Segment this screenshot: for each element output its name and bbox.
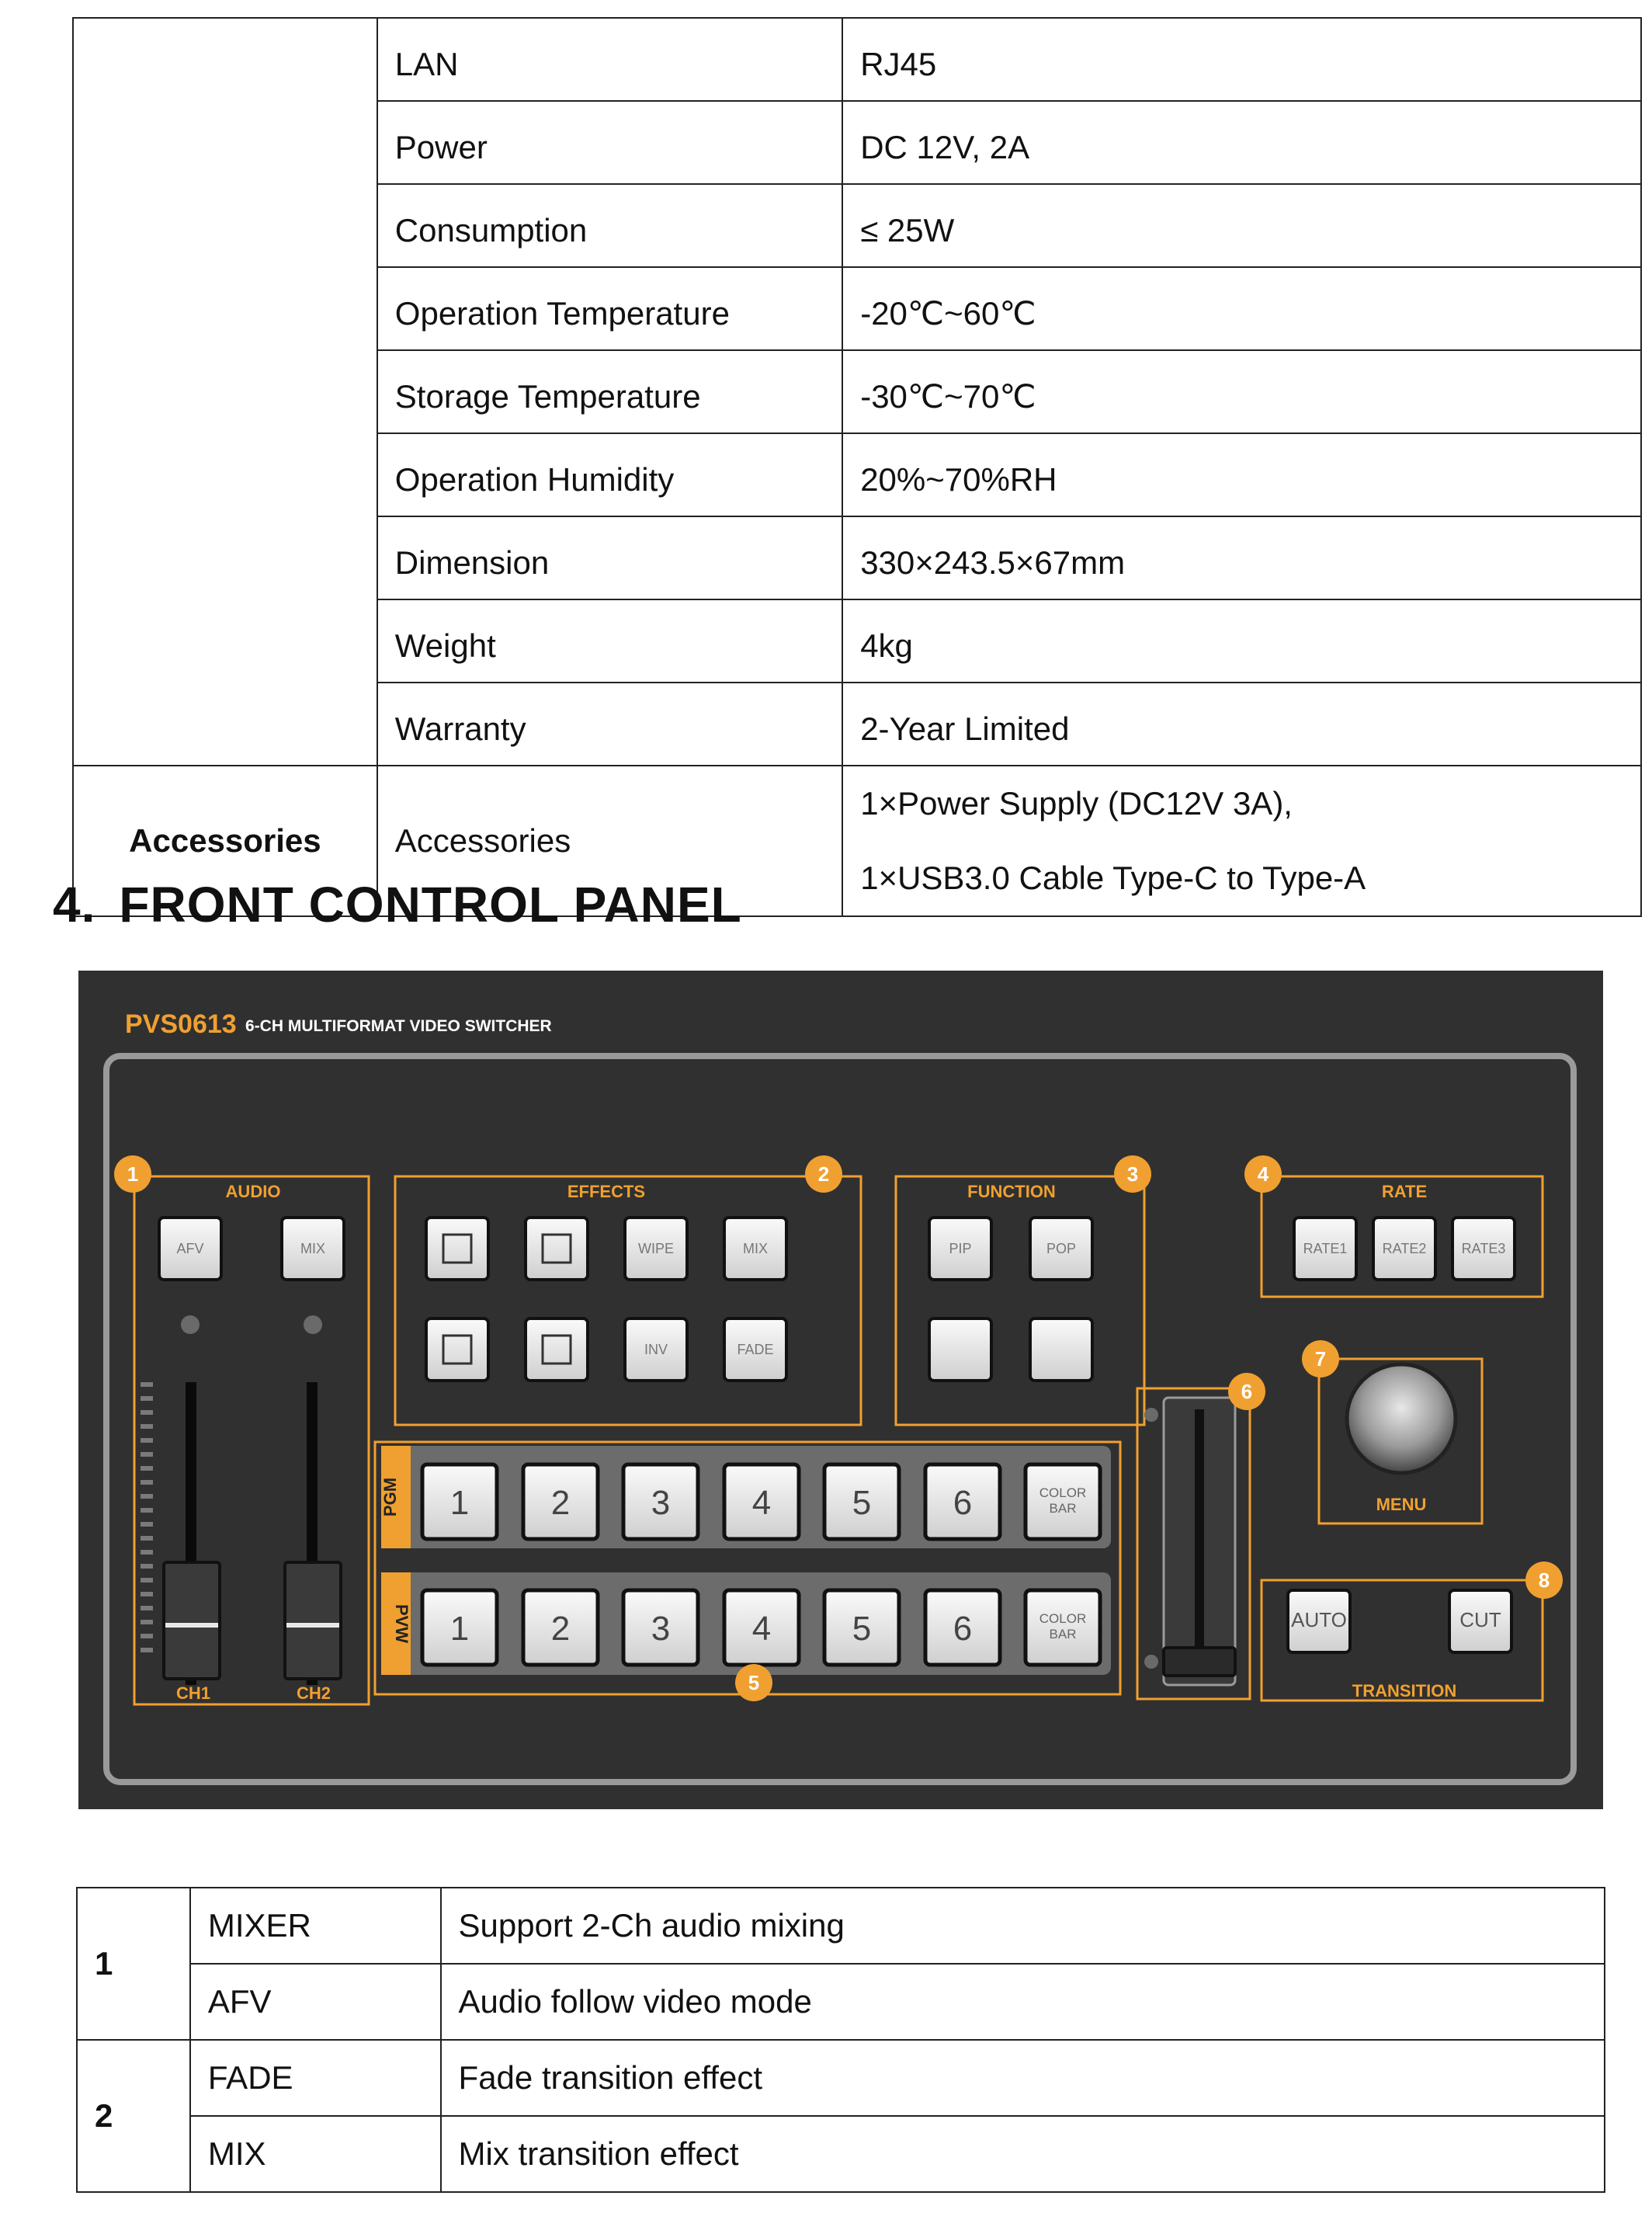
spec-value: -20℃~60℃ (842, 267, 1641, 350)
spec-table (72, 17, 1642, 917)
callout-3-label: 3 (1126, 1162, 1139, 1186)
table-row (77, 2040, 1605, 2116)
wipe-left-button[interactable] (426, 1218, 488, 1280)
pvw-button-5-label: 5 (852, 1610, 872, 1648)
inv-button-label: INV (644, 1342, 668, 1357)
model-name: PVS0613 (125, 1009, 237, 1039)
legend-group-number: 1 (77, 1888, 190, 2040)
section-number: 4. (53, 877, 96, 933)
callout-5-label: 5 (748, 1671, 760, 1694)
fade-button-label: FADE (737, 1342, 774, 1357)
wipe-corner-button[interactable] (526, 1218, 588, 1280)
callout-4-label: 4 (1257, 1162, 1269, 1186)
spec-param: LAN (377, 18, 842, 101)
spec-param: Weight (377, 599, 842, 683)
spec-param: Dimension (377, 516, 842, 599)
effects-group-label: EFFECTS (567, 1182, 646, 1201)
table-row (77, 1888, 1605, 1964)
ch1-led (181, 1315, 200, 1334)
spec-value: 2-Year Limited (842, 683, 1641, 766)
tbar-led-top (1144, 1408, 1158, 1422)
spec-category-cell (73, 18, 377, 766)
pvw-button-4-label: 4 (751, 1610, 772, 1648)
pgm-color-bar-label: COLOR (1039, 1485, 1087, 1500)
ch2-led (304, 1315, 322, 1334)
legend-table (76, 1887, 1605, 2193)
legend-description: Audio follow video mode (441, 1964, 1605, 2040)
spec-param: Consumption (377, 184, 842, 267)
cut-button-label: CUT (1459, 1608, 1501, 1631)
pop-button-label: POP (1046, 1241, 1077, 1256)
ch2-fader-mark (286, 1623, 339, 1628)
pip-button-label: PIP (949, 1241, 972, 1256)
legend-key: FADE (190, 2040, 441, 2116)
rate2-button-label: RATE2 (1382, 1241, 1427, 1256)
menu-knob[interactable] (1347, 1364, 1456, 1473)
callout-2-label: 2 (817, 1162, 830, 1186)
pvw-color-bar-label: COLOR (1039, 1611, 1087, 1626)
legend-description: Mix transition effect (441, 2116, 1605, 2192)
spec-value: 330×243.5×67mm (842, 516, 1641, 599)
spec-param: Storage Temperature (377, 350, 842, 433)
spec-param: Warranty (377, 683, 842, 766)
spec-value: ≤ 25W (842, 184, 1641, 267)
wipe-button-label: WIPE (637, 1241, 675, 1256)
ch2-fader-handle[interactable] (285, 1562, 341, 1679)
section-title: FRONT CONTROL PANEL (119, 877, 742, 933)
model-subtitle: 6-CH MULTIFORMAT VIDEO SWITCHER (245, 1017, 552, 1035)
table-row (77, 1964, 1605, 2040)
spec-value: DC 12V, 2A (842, 101, 1641, 184)
spec-value (842, 766, 1641, 916)
audio-group-label: AUDIO (225, 1182, 281, 1201)
pgm-button-4-label: 4 (751, 1484, 772, 1522)
legend-description: Support 2-Ch audio mixing (441, 1888, 1605, 1964)
wipe-diagonal-button[interactable] (526, 1318, 588, 1381)
table-row (73, 18, 1641, 101)
pgm-label: PGM (380, 1477, 400, 1517)
spec-param: Accessories (377, 766, 842, 916)
ch1-fader-handle[interactable] (164, 1562, 220, 1679)
legend-description: Fade transition effect (441, 2040, 1605, 2116)
pgm-button-2-label: 2 (550, 1484, 571, 1522)
callout-7-label: 7 (1314, 1347, 1327, 1371)
afv-button-label: AFV (176, 1241, 204, 1256)
pgm-button-6-label: 6 (953, 1484, 973, 1522)
section-heading (53, 876, 742, 933)
transition-label: TRANSITION (1352, 1681, 1457, 1701)
pgm-button-5-label: 5 (852, 1484, 872, 1522)
accessory-item: 1×USB3.0 Cable Type-C to Type-A (860, 860, 1366, 896)
legend-group-number: 2 (77, 2040, 190, 2192)
tbar-track (1195, 1409, 1204, 1673)
callout-1-label: 1 (127, 1162, 139, 1186)
tbar-led-bottom (1144, 1655, 1158, 1669)
spec-value: RJ45 (842, 18, 1641, 101)
legend-key: AFV (190, 1964, 441, 2040)
callout-6-label: 6 (1241, 1380, 1253, 1403)
menu-label: MENU (1376, 1495, 1427, 1514)
mix-audio-button-label: MIX (300, 1241, 326, 1256)
rate-group-label: RATE (1381, 1182, 1428, 1201)
pvw-button-1-label: 1 (449, 1610, 470, 1648)
ch1-label: CH1 (175, 1683, 211, 1703)
auto-button-label: AUTO (1291, 1608, 1347, 1631)
spec-param: Operation Humidity (377, 433, 842, 516)
pgm-color-bar-label: BAR (1049, 1501, 1077, 1516)
table-row (77, 2116, 1605, 2192)
pgm-button-3-label: 3 (651, 1484, 671, 1522)
pvw-button-6-label: 6 (953, 1610, 973, 1648)
function-group-label: FUNCTION (967, 1182, 1056, 1201)
rate1-button-label: RATE1 (1303, 1241, 1348, 1256)
callout-8-label: 8 (1538, 1569, 1550, 1592)
ch2-label: CH2 (296, 1683, 331, 1703)
tbar-handle[interactable] (1164, 1648, 1235, 1676)
front-panel-image (78, 971, 1603, 1809)
pvw-color-bar-label: BAR (1049, 1627, 1077, 1642)
spec-value: -30℃~70℃ (842, 350, 1641, 433)
spec-value: 4kg (842, 599, 1641, 683)
ch1-fader-mark (165, 1623, 218, 1628)
spec-category-accessories: Accessories (73, 766, 377, 916)
spec-value: 20%~70%RH (842, 433, 1641, 516)
pvw-button-3-label: 3 (651, 1610, 671, 1648)
legend-key: MIXER (190, 1888, 441, 1964)
legend-key: MIX (190, 2116, 441, 2192)
pgm-button-1-label: 1 (449, 1484, 470, 1522)
spec-param: Operation Temperature (377, 267, 842, 350)
wipe-up-button[interactable] (426, 1318, 488, 1381)
rate3-button-label: RATE3 (1461, 1241, 1506, 1256)
accessory-item: 1×Power Supply (DC12V 3A), (860, 785, 1293, 822)
function-blank-button[interactable] (929, 1318, 991, 1381)
pvw-label: PVW (392, 1603, 411, 1644)
pvw-button-2-label: 2 (550, 1610, 571, 1648)
mix-effect-button-label: MIX (742, 1241, 769, 1256)
function-blank-button[interactable] (1030, 1318, 1092, 1381)
spec-param: Power (377, 101, 842, 184)
